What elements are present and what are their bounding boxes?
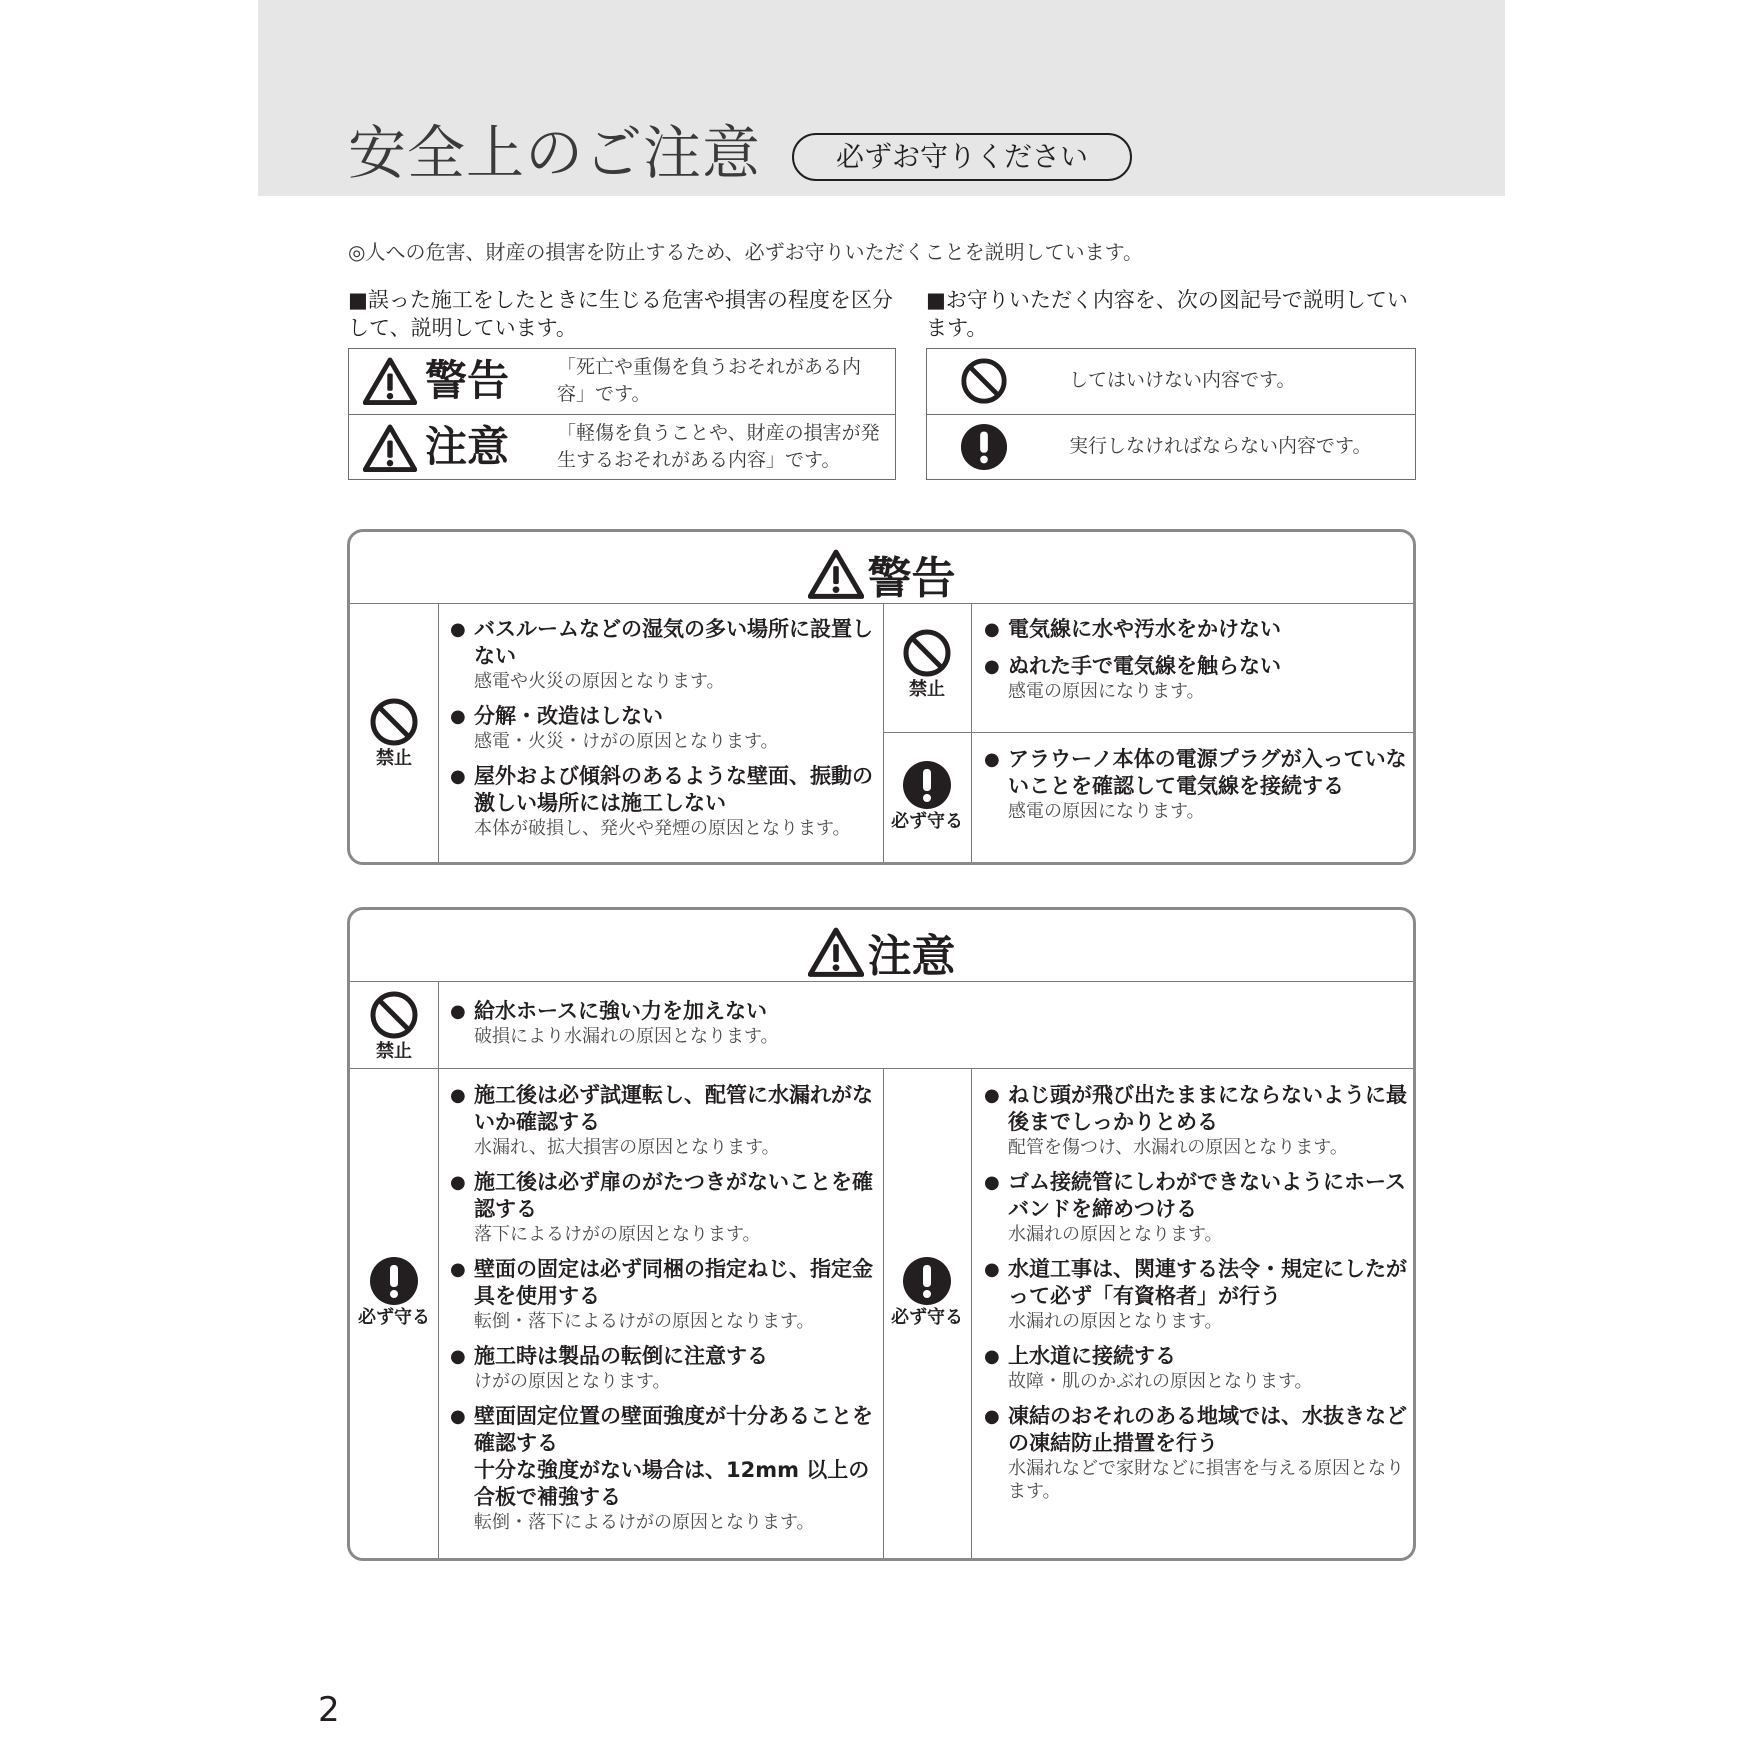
legend-warning-desc: 「死亡や重傷を負うおそれがある内容」です。 (557, 356, 862, 405)
warning-box (347, 529, 1416, 865)
mandatory-marker (883, 1256, 971, 1330)
list-item: ● 壁面固定位置の壁面強度が十分あることを確認する 十分な強度がない場合は、12mm 以上の合板で補強する 転倒・落下によるけがの原因となります。 (450, 1403, 875, 1534)
list-item: ● ねじ頭が飛び出たままにならないように最後までしっかりとめる 配管を傷つけ、水漏れの原因となります。 (984, 1082, 1409, 1159)
prohibition-label: 禁止 (376, 748, 412, 769)
mandatory-icon (369, 1256, 419, 1306)
prohibition-label: 禁止 (909, 679, 945, 700)
divider (350, 1068, 1413, 1069)
legend-warning-word: 警告 (425, 356, 510, 405)
warning-triangle-icon (363, 357, 417, 405)
legend-prohibition-desc: してはいけない内容です。 (1069, 369, 1296, 391)
prohibition-icon (369, 990, 419, 1040)
legend-mandatory-desc: 実行しなければならない内容です。 (1069, 435, 1372, 457)
list-item: ● 分解・改造はしない 感電・火災・けがの原因となります。 (450, 703, 875, 753)
caution-left-items (450, 1082, 875, 1544)
symbol-legend (926, 348, 1416, 480)
warning-left-items (450, 616, 875, 850)
list-item: ● 施工後は必ず扉のがたつきがないことを確認する 落下によるけがの原因となります。 (450, 1169, 875, 1246)
mandatory-label: 必ず守る (358, 1307, 430, 1328)
caution-box-title (350, 920, 1413, 984)
legend-caution-desc: 「軽傷を負うことや、財産の損害が発生するおそれがある内容」です。 (557, 422, 880, 471)
mandatory-marker (883, 760, 971, 834)
warning-right-top-items (984, 616, 1409, 713)
legend-mandatory-row (927, 414, 1415, 480)
mandatory-label: 必ず守る (891, 1307, 963, 1328)
intro-text: ◎人への危害、財産の損害を防止するため、必ずお守りいただくことを説明しています。 (348, 240, 1144, 264)
list-item: ● 給水ホースに強い力を加えない 破損により水漏れの原因となります。 (450, 998, 1390, 1048)
caution-box (347, 907, 1416, 1561)
list-item: ● アラウーノ本体の電源プラグが入っていないことを確認して電気線を接続する 感電の原因になります。 (984, 746, 1409, 823)
divider (971, 603, 972, 865)
list-item: ● 壁面の固定は必ず同梱の指定ねじ、指定金具を使用する 転倒・落下によるけがの原因となります。 (450, 1256, 875, 1333)
divider (350, 981, 1413, 982)
warning-triangle-icon (808, 549, 864, 599)
legend-caution-row (349, 414, 895, 480)
must-follow-badge: 必ずお守りください (792, 133, 1132, 181)
divider (971, 1068, 972, 1561)
caution-top-items (450, 998, 1390, 1058)
mandatory-icon (960, 423, 1008, 471)
list-item: ● 水道工事は、関連する法令・規定にしたがって必ず「有資格者」が行う 水漏れの原因となります。 (984, 1256, 1409, 1333)
list-item: ● 電気線に水や汚水をかけない (984, 616, 1409, 643)
prohibition-icon (960, 357, 1008, 405)
signal-word-legend (348, 348, 896, 480)
warning-box-title-text: 警告 (867, 553, 956, 604)
mandatory-icon (902, 760, 952, 810)
mandatory-marker (350, 1256, 438, 1330)
prohibition-icon (369, 697, 419, 747)
legend-right-heading: ■お守りいただく内容を、次の図記号で説明しています。 (926, 288, 1408, 340)
prohibition-icon (902, 628, 952, 678)
legend-left-heading: ■誤った施工をしたときに生じる危害や損害の程度を区分して、説明しています。 (348, 288, 893, 340)
divider (438, 603, 439, 865)
prohibition-marker (350, 990, 438, 1064)
warning-triangle-icon (363, 424, 417, 472)
page-number: 2 (318, 1690, 340, 1730)
legend-caution-word: 注意 (425, 422, 510, 471)
prohibition-label: 禁止 (376, 1041, 412, 1062)
warning-right-bottom-items (984, 746, 1409, 833)
list-item: ● 施工後は必ず試運転し、配管に水漏れがないか確認する 水漏れ、拡大損害の原因となります。 (450, 1082, 875, 1159)
caution-box-title-text: 注意 (867, 931, 956, 982)
caution-right-items (984, 1082, 1409, 1513)
mandatory-icon (902, 1256, 952, 1306)
prohibition-marker (883, 628, 971, 702)
page-title: 安全上のご注意 (348, 119, 762, 187)
divider (350, 603, 1413, 604)
list-item: ● ぬれた手で電気線を触らない 感電の原因になります。 (984, 653, 1409, 703)
divider (883, 732, 1416, 733)
list-item: ● 施工時は製品の転倒に注意する けがの原因となります。 (450, 1343, 875, 1393)
list-item: ● ゴム接続管にしわができないようにホースバンドを締めつける 水漏れの原因となります。 (984, 1169, 1409, 1246)
legend-prohibition-row (927, 349, 1415, 414)
warning-triangle-icon (808, 927, 864, 977)
prohibition-marker (350, 697, 438, 771)
mandatory-label: 必ず守る (891, 811, 963, 832)
list-item: ● 上水道に接続する 故障・肌のかぶれの原因となります。 (984, 1343, 1409, 1393)
warning-box-title (350, 542, 1413, 606)
list-item: ● 屋外および傾斜のあるような壁面、振動の激しい場所には施工しない 本体が破損し、発火や発煙の原因となります。 (450, 763, 875, 840)
legend-warning-row (349, 349, 895, 414)
list-item: ● 凍結のおそれのある地域では、水抜きなどの凍結防止措置を行う 水漏れなどで家財などに損害を与える原因となります。 (984, 1403, 1409, 1503)
list-item: ● バスルームなどの湿気の多い場所に設置しない 感電や火災の原因となります。 (450, 616, 875, 693)
